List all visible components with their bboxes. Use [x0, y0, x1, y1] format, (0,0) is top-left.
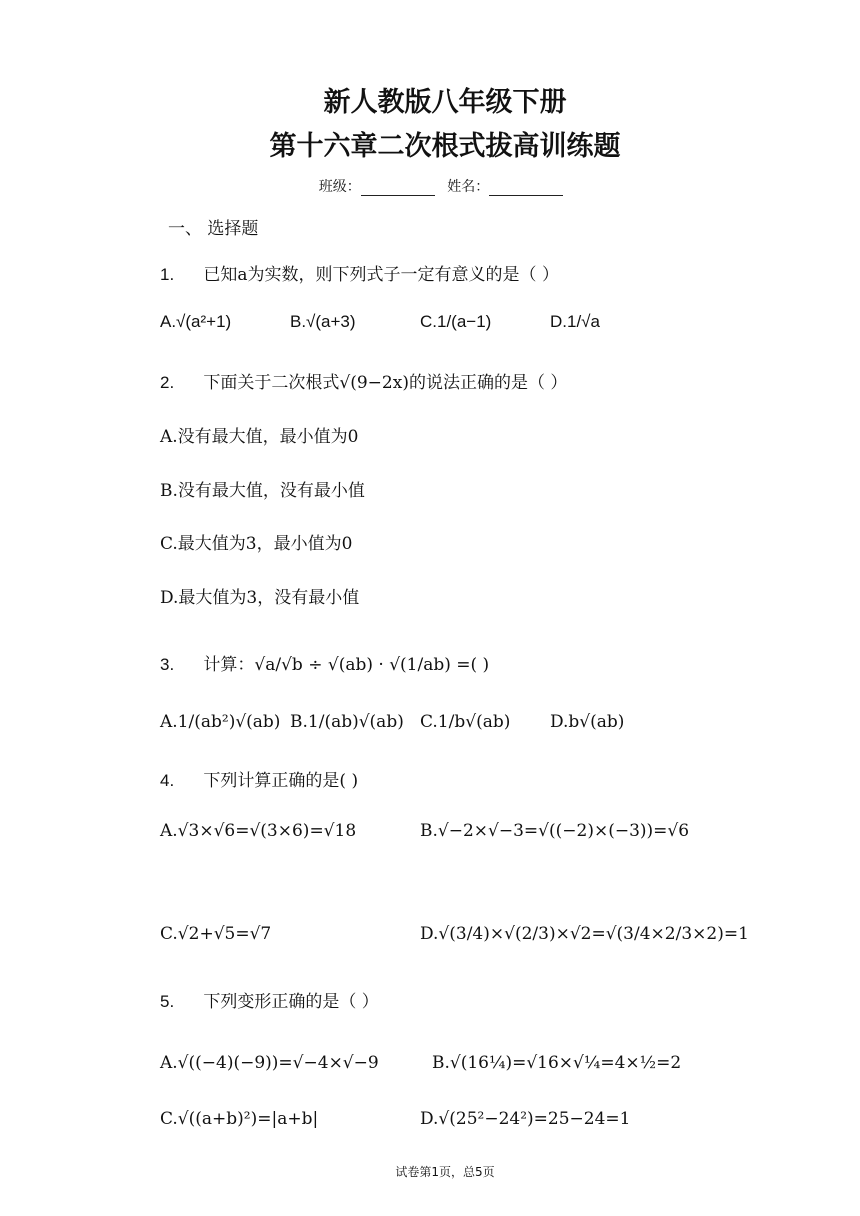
question-stem: 下列变形正确的是（ ）	[203, 992, 379, 1012]
q2-option-a[interactable]: A.没有最大值，最小值为0	[160, 427, 359, 447]
question-1	[160, 260, 559, 285]
student-info-fields	[0, 176, 860, 196]
name-blank[interactable]	[489, 181, 563, 196]
q3-option-b[interactable]: B.1/(ab)√(ab)	[290, 712, 404, 732]
q1-option-d-text: D.1/√a	[550, 312, 600, 331]
question-stem: 下列计算正确的是( )	[203, 771, 359, 791]
q5-option-a[interactable]: A.√((−4)(−9))=√−4×√−9	[160, 1053, 379, 1073]
question-number: 4.	[160, 771, 175, 790]
name-label: 姓名：	[447, 179, 490, 195]
question-stem: 下面关于二次根式√(9−2x)的说法正确的是（ ）	[203, 373, 568, 393]
q5-option-c[interactable]: C.√((a+b)²)=|a+b|	[160, 1109, 319, 1129]
section-heading: 一、 选择题	[168, 219, 259, 239]
q3-option-a[interactable]: A.1/(ab²)√(ab)	[160, 712, 281, 732]
class-blank[interactable]	[361, 181, 435, 196]
q1-option-a[interactable]	[160, 312, 231, 332]
q1-option-c[interactable]	[420, 312, 491, 332]
question-stem: 计算：√a/√b ÷ √(ab) · √(1/ab) =( )	[203, 655, 490, 675]
q3-option-d[interactable]: D.b√(ab)	[550, 712, 625, 732]
question-number: 5.	[160, 992, 175, 1011]
class-label: 班级：	[318, 179, 361, 195]
q1-option-b-text: B.√(a+3)	[290, 312, 356, 331]
q5-option-d[interactable]: D.√(25²−24²)=25−24=1	[420, 1109, 631, 1129]
question-3	[160, 650, 489, 675]
q4-option-d[interactable]: D.√(3/4)×√(2/3)×√2=√(3/4×2/3×2)=1	[420, 924, 749, 944]
title-line-2: 第十六章二次根式拔高训练题	[269, 131, 621, 162]
q5-option-b[interactable]: B.√(16¼)=√16×√¼=4×½=2	[432, 1053, 682, 1073]
question-number: 1.	[160, 265, 175, 284]
q1-option-b[interactable]	[290, 312, 356, 332]
question-5	[160, 987, 379, 1012]
question-stem: 已知a为实数，则下列式子一定有意义的是（ ）	[203, 265, 559, 285]
question-2	[160, 368, 567, 393]
q4-option-a[interactable]: A.√3×√6=√(3×6)=√18	[160, 821, 357, 841]
q4-option-b[interactable]: B.√−2×√−3=√((−2)×(−3))=√6	[420, 821, 690, 841]
q2-option-c[interactable]: C.最大值为3，最小值为0	[160, 534, 353, 554]
title-line-1: 新人教版八年级下册	[323, 87, 567, 118]
question-4	[160, 766, 358, 791]
q1-option-a-text: A.√(a²+1)	[160, 312, 232, 331]
q4-option-c[interactable]: C.√2+√5=√7	[160, 924, 272, 944]
q1-option-c-text: C.1/(a−1)	[420, 312, 492, 331]
q2-option-b[interactable]: B.没有最大值，没有最小值	[160, 481, 365, 501]
q1-option-d[interactable]	[550, 312, 600, 332]
q3-option-c[interactable]: C.1/b√(ab)	[420, 712, 511, 732]
page-footer: 试卷第1页，总5页	[395, 1165, 495, 1179]
question-number: 2.	[160, 373, 175, 392]
question-number: 3.	[160, 655, 175, 674]
q2-option-d[interactable]: D.最大值为3，没有最小值	[160, 588, 360, 608]
